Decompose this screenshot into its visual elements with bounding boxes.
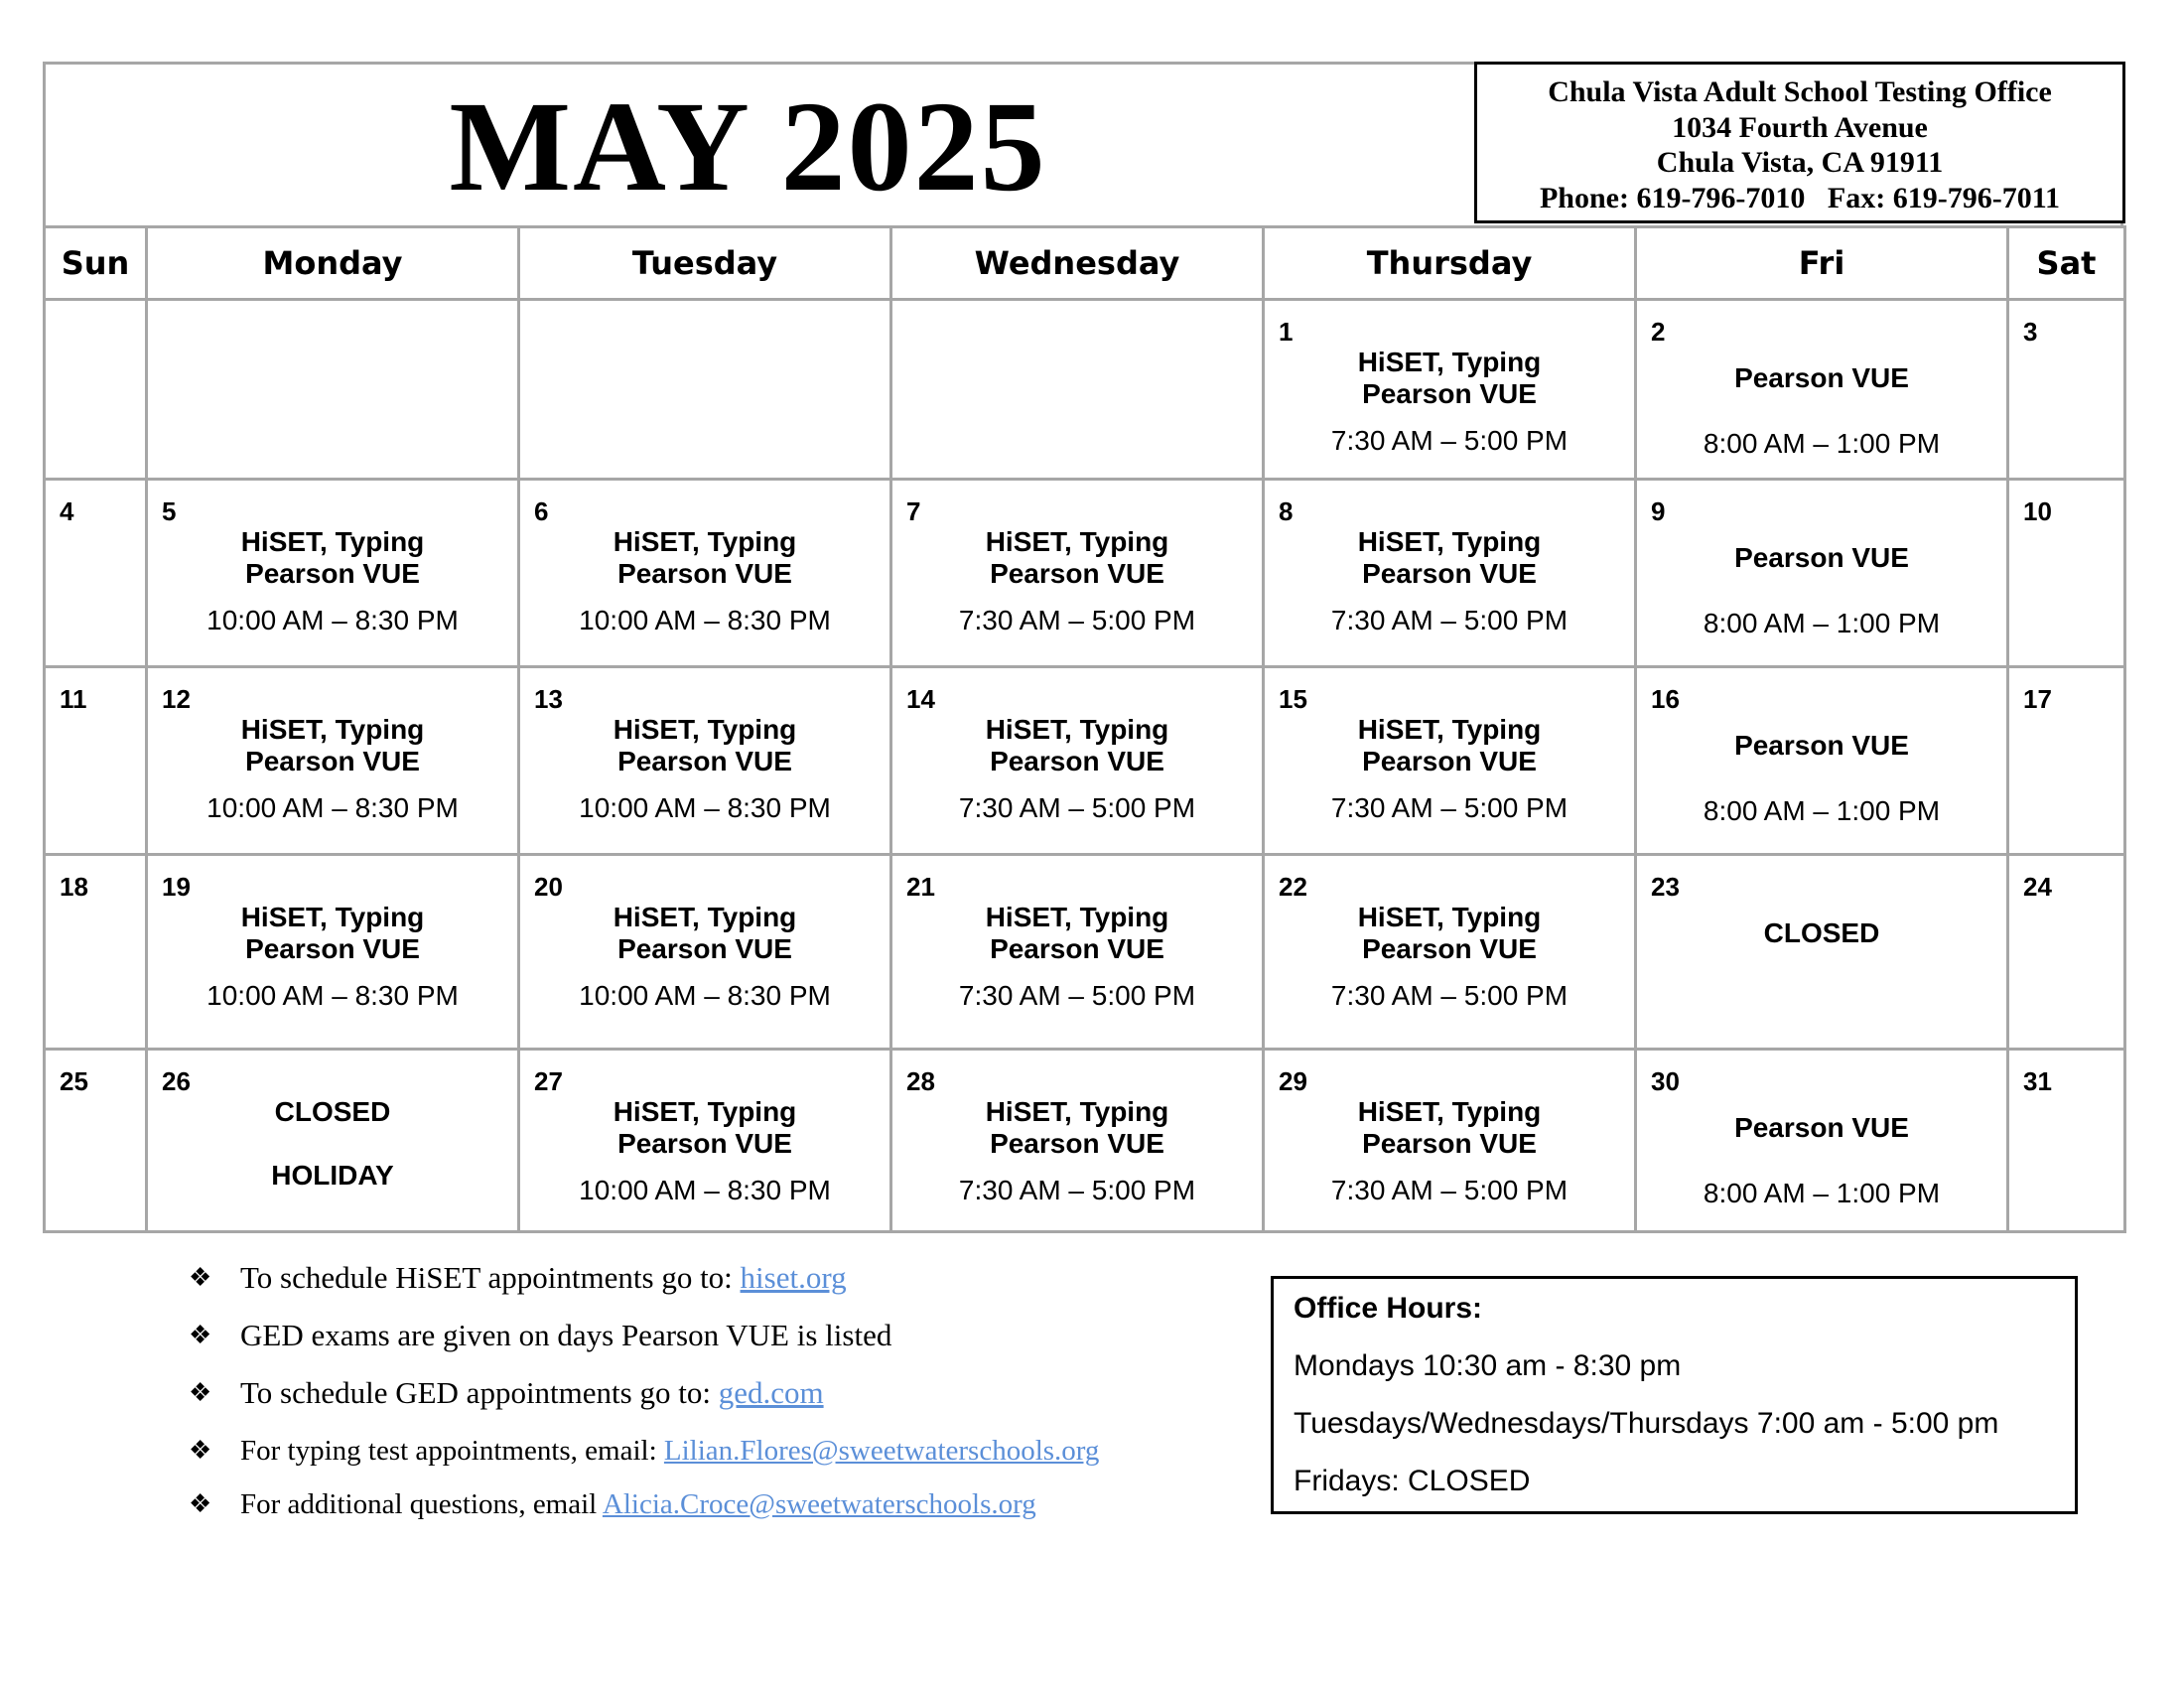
day-number: 8	[1279, 496, 1294, 526]
day-number: 1	[1279, 317, 1294, 347]
day-number: 17	[2023, 684, 2052, 714]
event-label: HiSET, Typing	[985, 526, 1169, 557]
calendar-day-cell	[2008, 1050, 2125, 1232]
event-label: HiSET, Typing	[985, 714, 1169, 745]
calendar-day-cell	[147, 300, 519, 480]
calendar-grid	[43, 225, 2126, 1233]
day-hours: 8:00 AM – 1:00 PM	[1703, 428, 1941, 459]
event-label: Pearson VUE	[245, 558, 420, 589]
calendar-day-cell	[45, 667, 147, 855]
day-hours: 10:00 AM – 8:30 PM	[579, 792, 831, 823]
note-text-line	[240, 1319, 891, 1352]
day-number: 26	[162, 1066, 191, 1096]
day-hours: 7:30 AM – 5:00 PM	[958, 980, 1196, 1011]
calendar-week-row	[45, 480, 2125, 667]
day-number: 21	[906, 872, 935, 902]
day-hours: 7:30 AM – 5:00 PM	[958, 792, 1196, 823]
day-hours: 7:30 AM – 5:00 PM	[1330, 605, 1569, 635]
day-events	[148, 526, 517, 636]
event-label: Pearson VUE	[990, 746, 1164, 776]
event-label: Pearson VUE	[1362, 378, 1537, 409]
day-number: 16	[1651, 684, 1680, 714]
calendar-day-cell	[519, 1050, 891, 1232]
day-events	[1265, 902, 1634, 1012]
note-item	[189, 1376, 1181, 1434]
day-events	[1265, 526, 1634, 636]
weekday-header: Sun	[45, 227, 147, 300]
event-label: HiSET, Typing	[1357, 902, 1542, 932]
event-label: HiSET, Typing	[985, 902, 1169, 932]
event-label: HiSET, Typing	[1357, 526, 1542, 557]
calendar-day-cell	[1264, 300, 1636, 480]
day-events	[1637, 730, 2006, 827]
office-hours-box	[1271, 1276, 2078, 1514]
day-number: 7	[906, 496, 921, 526]
day-number: 28	[906, 1066, 935, 1096]
day-hours: 8:00 AM – 1:00 PM	[1703, 608, 1941, 638]
day-events	[1637, 362, 2006, 460]
day-number: 11	[60, 684, 87, 714]
office-address: 1034 Fourth Avenue	[1672, 110, 1928, 144]
day-number: 9	[1651, 496, 1666, 526]
event-label: HiSET, Typing	[240, 526, 425, 557]
day-number: 4	[60, 496, 74, 526]
note-text-line	[240, 1376, 824, 1410]
day-number: 15	[1279, 684, 1307, 714]
event-label: HiSET, Typing	[1357, 347, 1542, 377]
calendar-day-cell	[891, 300, 1264, 480]
day-number: 23	[1651, 872, 1680, 902]
diamond-bullet-icon: ❖	[189, 1263, 212, 1292]
day-events	[892, 526, 1262, 636]
calendar-day-cell	[519, 667, 891, 855]
day-hours: 7:30 AM – 5:00 PM	[1330, 1175, 1569, 1205]
day-hours: 7:30 AM – 5:00 PM	[958, 1175, 1196, 1205]
day-number: 19	[162, 872, 191, 902]
calendar-week-row	[45, 855, 2125, 1050]
note-item	[189, 1319, 1181, 1376]
note-item	[189, 1434, 1181, 1487]
calendar-body	[45, 300, 2125, 1232]
office-name: Chula Vista Adult School Testing Office	[1548, 75, 2052, 108]
calendar-week-row	[45, 300, 2125, 480]
calendar-day-cell	[1636, 480, 2008, 667]
day-events	[892, 1096, 1262, 1206]
day-events	[1637, 542, 2006, 639]
calendar-day-cell	[1264, 480, 1636, 667]
day-events	[1265, 1096, 1634, 1206]
event-label: Pearson VUE	[990, 933, 1164, 964]
day-events	[520, 902, 889, 1012]
event-label: Pearson VUE	[990, 1128, 1164, 1159]
calendar-day-cell	[1264, 1050, 1636, 1232]
event-label: Pearson VUE	[1734, 362, 1909, 393]
office-hours-line: Fridays: CLOSED	[1294, 1465, 1531, 1497]
calendar-day-cell	[1264, 667, 1636, 855]
weekday-header: Wednesday	[891, 227, 1264, 300]
note-text: GED exams are given on days Pearson VUE is listed	[240, 1318, 892, 1352]
day-hours: 10:00 AM – 8:30 PM	[579, 605, 831, 635]
event-label: HiSET, Typing	[240, 714, 425, 745]
calendar-day-cell	[2008, 300, 2125, 480]
calendar-day-cell	[147, 1050, 519, 1232]
day-events	[1265, 714, 1634, 824]
day-number: 29	[1279, 1066, 1307, 1096]
note-text: For additional questions, email	[240, 1488, 603, 1520]
calendar-day-cell	[2008, 855, 2125, 1050]
day-events	[1265, 347, 1634, 457]
diamond-bullet-icon: ❖	[189, 1378, 212, 1407]
event-label: HiSET, Typing	[613, 1096, 797, 1127]
note-link[interactable]: Lilian.Flores@sweetwaterschools.org	[663, 1435, 1100, 1467]
day-events	[1637, 917, 2006, 949]
day-events	[1637, 1112, 2006, 1209]
day-hours: 8:00 AM – 1:00 PM	[1703, 1178, 1941, 1208]
note-text: For typing test appointments, email:	[240, 1435, 664, 1467]
event-label: Pearson VUE	[245, 746, 420, 776]
event-label: Pearson VUE	[245, 933, 420, 964]
day-hours: 10:00 AM – 8:30 PM	[579, 1175, 831, 1205]
office-city: Chula Vista, CA 91911	[1656, 146, 1944, 179]
day-number: 22	[1279, 872, 1307, 902]
day-hours: 7:30 AM – 5:00 PM	[1330, 425, 1569, 456]
event-label: HiSET, Typing	[613, 714, 797, 745]
day-number: 2	[1651, 317, 1666, 347]
closed-label: CLOSED	[274, 1096, 391, 1127]
calendar-day-cell	[519, 855, 891, 1050]
note-item	[189, 1487, 1181, 1541]
day-number: 24	[2023, 872, 2052, 902]
calendar-day-cell	[147, 667, 519, 855]
office-hours-line: Tuesdays/Wednesdays/Thursdays 7:00 am - 5:00 pm	[1294, 1407, 1999, 1440]
note-link[interactable]: hiset.org	[740, 1260, 847, 1295]
day-number: 25	[60, 1066, 88, 1096]
weekday-header: Tuesday	[519, 227, 891, 300]
note-text: To schedule GED appointments go to:	[240, 1375, 719, 1410]
event-label: Pearson VUE	[1362, 933, 1537, 964]
office-phone-fax: Phone: 619-796-7010 Fax: 619-796-7011	[1539, 181, 2061, 214]
day-events	[892, 714, 1262, 824]
day-number: 14	[906, 684, 935, 714]
note-link[interactable]: ged.com	[718, 1375, 824, 1410]
day-events	[892, 902, 1262, 1012]
day-number: 31	[2023, 1066, 2052, 1096]
event-label: Pearson VUE	[990, 558, 1164, 589]
event-label: HiSET, Typing	[240, 902, 425, 932]
event-label: Pearson VUE	[1734, 542, 1909, 573]
calendar-day-cell	[891, 480, 1264, 667]
calendar-day-cell	[891, 855, 1264, 1050]
note-text-line	[240, 1434, 1099, 1468]
day-hours: 7:30 AM – 5:00 PM	[1330, 792, 1569, 823]
day-events	[148, 714, 517, 824]
office-hours-title: Office Hours:	[1294, 1292, 1483, 1325]
day-number: 3	[2023, 317, 2038, 347]
event-label: Pearson VUE	[1734, 730, 1909, 761]
day-hours: 10:00 AM – 8:30 PM	[579, 980, 831, 1011]
office-info-box	[1474, 62, 2125, 223]
day-hours: 7:30 AM – 5:00 PM	[958, 605, 1196, 635]
diamond-bullet-icon: ❖	[189, 1321, 212, 1349]
diamond-bullet-icon: ❖	[189, 1489, 212, 1518]
event-label: Pearson VUE	[617, 746, 792, 776]
day-number: 20	[534, 872, 563, 902]
calendar-day-cell	[45, 480, 147, 667]
weekday-header: Thursday	[1264, 227, 1636, 300]
closed-label: CLOSED	[1763, 917, 1880, 948]
day-hours: 7:30 AM – 5:00 PM	[1330, 980, 1569, 1011]
day-number: 18	[60, 872, 88, 902]
day-number: 13	[534, 684, 563, 714]
calendar-day-cell	[147, 480, 519, 667]
weekday-header: Fri	[1636, 227, 2008, 300]
note-text-line	[240, 1261, 847, 1295]
event-label: Pearson VUE	[1734, 1112, 1909, 1143]
day-number: 27	[534, 1066, 563, 1096]
note-link[interactable]: Alicia.Croce@sweetwaterschools.org	[602, 1488, 1036, 1520]
calendar-week-row	[45, 1050, 2125, 1232]
page-title: MAY 2025	[449, 75, 1047, 218]
event-label: Pearson VUE	[1362, 558, 1537, 589]
office-hours-line: Mondays 10:30 am - 8:30 pm	[1294, 1349, 1682, 1382]
day-events	[520, 1096, 889, 1206]
day-number: 12	[162, 684, 191, 714]
day-number: 10	[2023, 496, 2052, 526]
event-label: Pearson VUE	[1362, 1128, 1537, 1159]
day-events	[520, 714, 889, 824]
calendar-day-cell	[1636, 1050, 2008, 1232]
note-item	[189, 1261, 1181, 1319]
calendar-day-cell	[2008, 480, 2125, 667]
day-hours: 10:00 AM – 8:30 PM	[206, 792, 459, 823]
calendar-day-cell	[1636, 855, 2008, 1050]
calendar-day-cell	[519, 480, 891, 667]
day-events	[148, 1096, 517, 1192]
day-hours: 10:00 AM – 8:30 PM	[206, 605, 459, 635]
event-label: HiSET, Typing	[613, 526, 797, 557]
day-events	[148, 902, 517, 1012]
calendar-day-cell	[1264, 855, 1636, 1050]
weekday-header: Monday	[147, 227, 519, 300]
calendar-day-cell	[1636, 300, 2008, 480]
weekday-header: Sat	[2008, 227, 2125, 300]
calendar-day-cell	[2008, 667, 2125, 855]
event-label: Pearson VUE	[617, 558, 792, 589]
note-text: To schedule HiSET appointments go to:	[240, 1260, 741, 1295]
calendar-day-cell	[1636, 667, 2008, 855]
event-label: HiSET, Typing	[613, 902, 797, 932]
day-number: 6	[534, 496, 549, 526]
event-label: Pearson VUE	[617, 1128, 792, 1159]
weekday-header-row	[45, 227, 2125, 300]
calendar-day-cell	[147, 855, 519, 1050]
event-label: Pearson VUE	[1362, 746, 1537, 776]
holiday-label: HOLIDAY	[271, 1160, 394, 1191]
event-label: HiSET, Typing	[1357, 714, 1542, 745]
day-events	[520, 526, 889, 636]
note-text-line	[240, 1487, 1036, 1521]
calendar-week-row	[45, 667, 2125, 855]
event-label: HiSET, Typing	[985, 1096, 1169, 1127]
day-hours: 10:00 AM – 8:30 PM	[206, 980, 459, 1011]
calendar-day-cell	[891, 667, 1264, 855]
calendar-day-cell	[891, 1050, 1264, 1232]
calendar-day-cell	[45, 1050, 147, 1232]
day-number: 5	[162, 496, 177, 526]
calendar-day-cell	[519, 300, 891, 480]
calendar-day-cell	[45, 300, 147, 480]
event-label: HiSET, Typing	[1357, 1096, 1542, 1127]
day-number: 30	[1651, 1066, 1680, 1096]
event-label: Pearson VUE	[617, 933, 792, 964]
diamond-bullet-icon: ❖	[189, 1436, 212, 1465]
day-hours: 8:00 AM – 1:00 PM	[1703, 795, 1941, 826]
notes-list	[189, 1261, 1181, 1541]
calendar-day-cell	[45, 855, 147, 1050]
